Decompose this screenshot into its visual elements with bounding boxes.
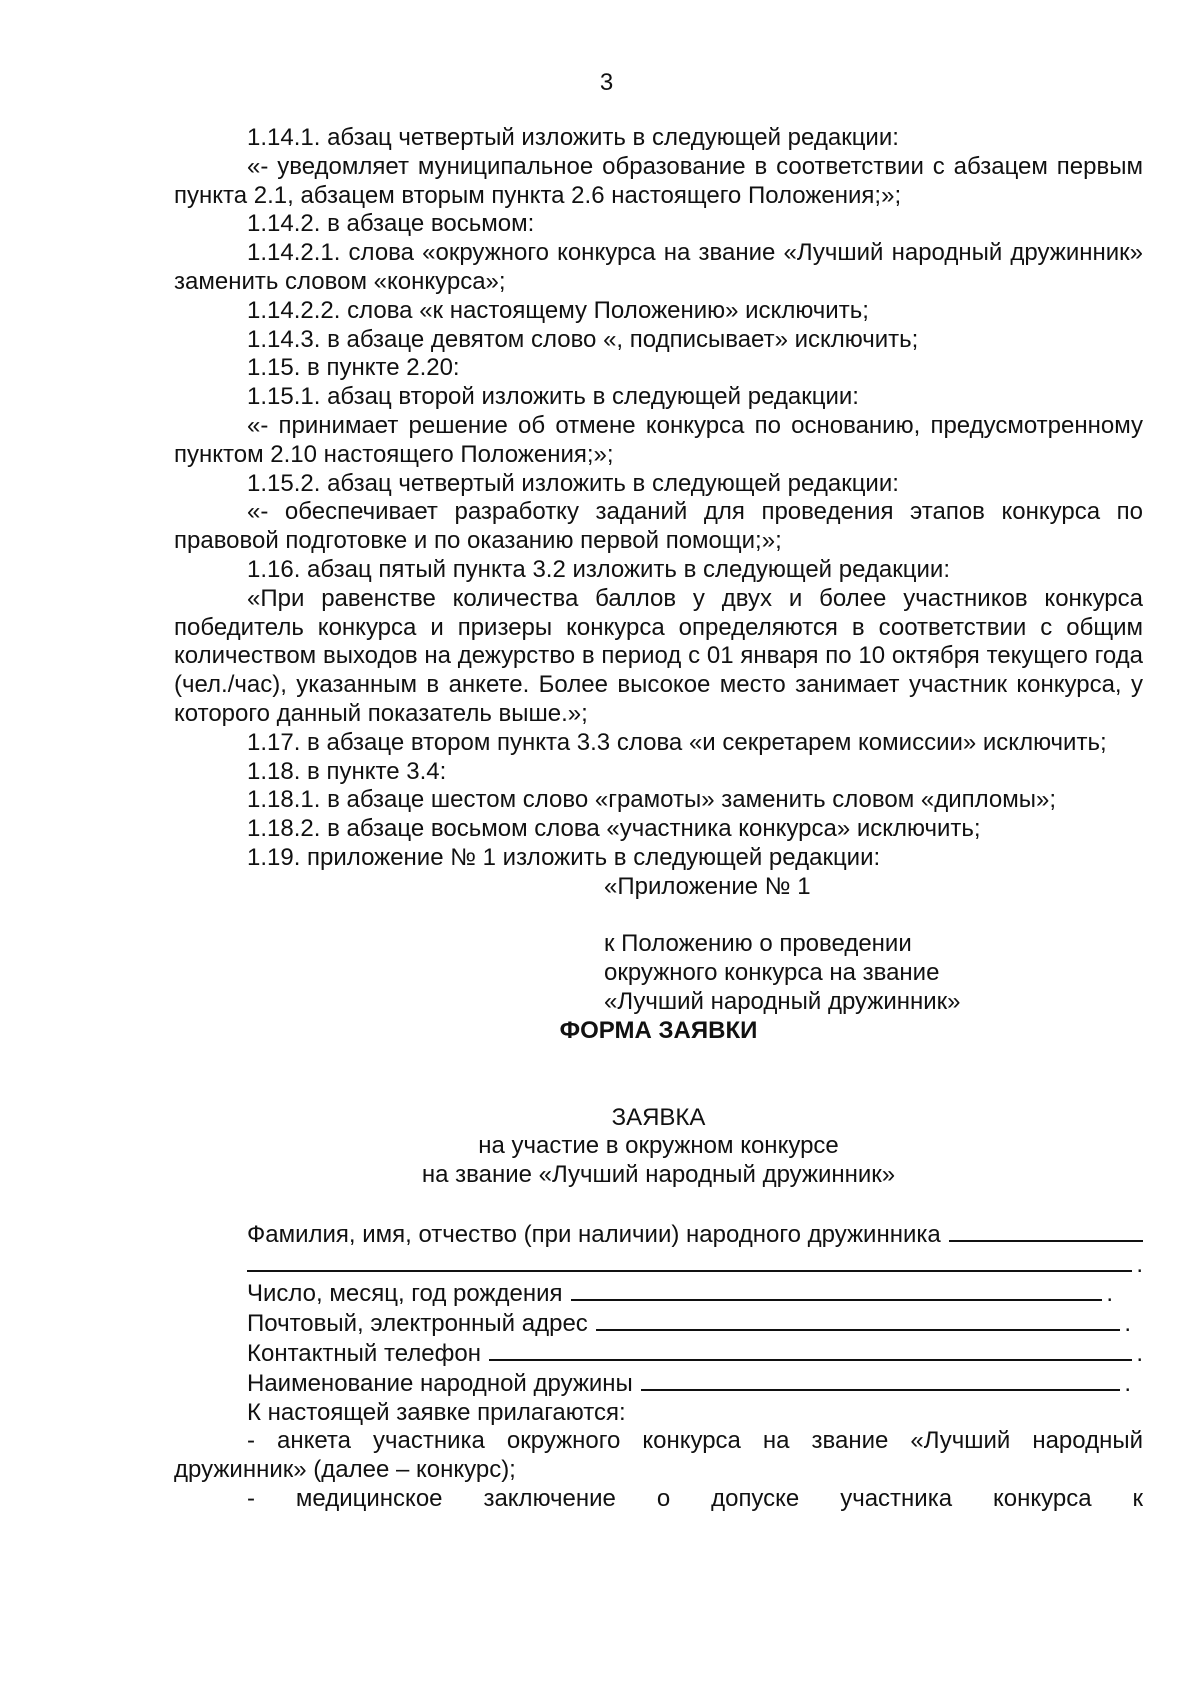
appendix-title: «Приложение № 1 — [604, 872, 811, 900]
fio-field-continuation[interactable] — [174, 1250, 1143, 1280]
field-period: . — [1106, 1280, 1113, 1308]
application-fields — [174, 1220, 1143, 1399]
fio-field[interactable] — [174, 1220, 1143, 1250]
paragraph: 1.14.2.2. слова «к настоящему Положению» исключить; — [247, 296, 869, 324]
paragraph: 1.14.3. в абзаце девятом слово «, подписывает» исключить; — [247, 325, 919, 353]
paragraph: 1.15. в пункте 2.20: — [247, 354, 460, 382]
address-field[interactable] — [174, 1309, 1143, 1339]
fio-input-line[interactable] — [949, 1220, 1143, 1242]
appendix-line: к Положению о проведении — [604, 930, 912, 958]
attachments-intro: К настоящей заявке прилагаются: — [247, 1398, 626, 1426]
phone-field[interactable] — [174, 1339, 1143, 1369]
squad-label: Наименование народной дружины — [247, 1369, 633, 1397]
phone-input-line[interactable] — [489, 1339, 1132, 1361]
birth-label: Число, месяц, год рождения — [247, 1280, 563, 1308]
appendix-line: окружного конкурса на звание — [604, 959, 940, 987]
paragraph: 1.14.2.1. слова «окружного конкурса на звание «Лучший народный дружинник» заменить словом «конкурса»; — [174, 239, 1143, 295]
birth-field[interactable] — [174, 1279, 1143, 1309]
squad-input-line[interactable] — [641, 1369, 1121, 1391]
appendix-header — [604, 873, 1143, 1017]
birth-input-line[interactable] — [571, 1279, 1103, 1301]
paragraph: «- принимает решение об отмене конкурса по основанию, предусмотренному пунктом 2.10 настоящего Положения;»; — [174, 411, 1143, 468]
field-period: . — [1136, 1340, 1143, 1368]
paragraph: 1.15.1. абзац второй изложить в следующей редакции: — [247, 383, 859, 411]
field-period: . — [1124, 1369, 1131, 1397]
application-subtitle: на звание «Лучший народный дружинник» — [421, 1161, 896, 1189]
paragraph: «При равенстве количества баллов у двух и более участников конкурса победитель конкурса и призеры конкурса определяются в соответствии с общим количеством выходов на дежурство в период с 01 января по 10 октября текущего года (чел./час), указанным в анкете. Более высокое место занимает участник конкурса, у которого данный показатель выше.»; — [174, 584, 1143, 727]
paragraph: 1.14.2. в абзаце восьмом: — [247, 210, 535, 238]
paragraph: «- уведомляет муниципальное образование в соответствии с абзацем первым пункта 2.1, абзацем вторым пункта 2.6 настоящего Положения;»; — [174, 152, 1143, 209]
paragraph: 1.19. приложение № 1 изложить в следующей редакции: — [247, 843, 881, 871]
paragraph: 1.18. в пункте 3.4: — [247, 757, 447, 785]
paragraph: 1.18.1. в абзаце шестом слово «грамоты» заменить словом «дипломы»; — [247, 786, 1057, 814]
attachment-item: - медицинское заключение о допуске участника конкурса к — [247, 1485, 1143, 1513]
paragraph: 1.16. абзац пятый пункта 3.2 изложить в следующей редакции: — [247, 555, 950, 583]
application-header — [174, 1104, 1143, 1190]
page-number: 3 — [599, 69, 614, 96]
attachment-item: - анкета участника окружного конкурса на звание «Лучший народный дружинник» (далее – конкурс); — [174, 1427, 1143, 1484]
phone-label: Контактный телефон — [247, 1340, 481, 1368]
field-period: . — [1124, 1310, 1131, 1338]
address-input-line[interactable] — [596, 1309, 1121, 1331]
paragraph: 1.14.1. абзац четвертый изложить в следующей редакции: — [247, 124, 899, 151]
application-subtitle: на участие в окружном конкурсе — [478, 1132, 839, 1160]
document-body — [174, 124, 1143, 1514]
application-title: ЗАЯВКА — [611, 1103, 706, 1131]
paragraph: 1.17. в абзаце втором пункта 3.3 слова «и секретарем комиссии» исключить; — [247, 728, 1107, 756]
field-period: . — [1136, 1250, 1143, 1278]
appendix-line: «Лучший народный дружинник» — [604, 987, 961, 1015]
paragraph: «- обеспечивает разработку заданий для проведения этапов конкурса по правовой подготовке и по оказанию первой помощи;»; — [174, 498, 1143, 555]
address-label: Почтовый, электронный адрес — [247, 1310, 588, 1338]
form-title: ФОРМА ЗАЯВКИ — [559, 1016, 758, 1044]
fio-label: Фамилия, имя, отчество (при наличии) народного дружинника — [247, 1220, 941, 1248]
paragraph: 1.15.2. абзац четвертый изложить в следующей редакции: — [247, 469, 899, 497]
fio-input-line-2[interactable] — [247, 1250, 1132, 1272]
squad-field[interactable] — [174, 1369, 1143, 1399]
paragraph: 1.18.2. в абзаце восьмом слова «участника конкурса» исключить; — [247, 815, 981, 843]
